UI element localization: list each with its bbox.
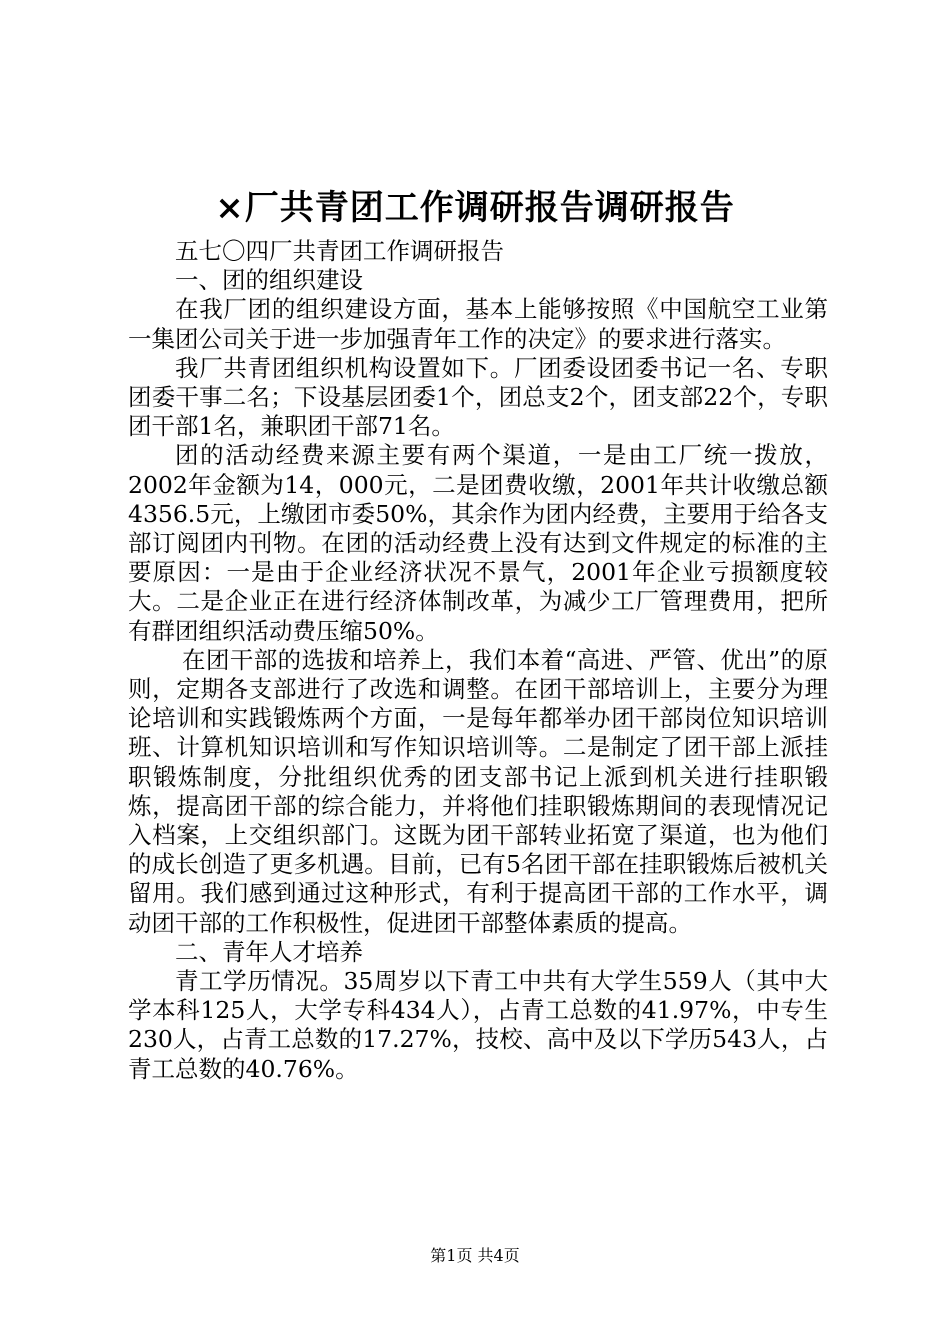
document-body — [128, 237, 828, 1084]
body-paragraph: 青工学历情况。35周岁以下青工中共有大学生559人（其中大学本科125人，大学专科434人），占青工总数的41.97%，中专生230人，占青工总数的17.27%，技校、高中及以下学历543人，占青工总数的40.76%。 — [128, 967, 828, 1083]
body-paragraph: 我厂共青团组织机构设置如下。厂团委设团委书记一名、专职团委干事二名；下设基层团委1个，团总支2个，团支部22个，专职团干部1名，兼职团干部71名。 — [128, 353, 828, 441]
body-paragraph: 在团干部的选拔和培养上，我们本着“高进、严管、优出”的原则，定期各支部进行了改选和调整。在团干部培训上，主要分为理论培训和实践锻炼两个方面，一是每年都举办团干部岗位知识培训班、计算机知识培训和写作知识培训等。二是制定了团干部上派挂职锻炼制度，分批组织优秀的团支部书记上派到机关进行挂职锻炼，提高团干部的综合能力，并将他们挂职锻炼期间的表现情况记入档案，上交组织部门。这既为团干部转业拓宽了渠道，也为他们的成长创造了更多机遇。目前，已有5名团干部在挂职锻炼后被机关留用。我们感到通过这种形式，有利于提高团干部的工作水平，调动团干部的工作积极性，促进团干部整体素质的提高。 — [128, 645, 828, 937]
section-heading-2: 二、青年人才培养 — [175, 937, 363, 966]
body-paragraph: 在我厂团的组织建设方面，基本上能够按照《中国航空工业第一集团公司关于进一步加强青年工作的决定》的要求进行落实。 — [128, 295, 828, 353]
section-heading-1: 一、团的组织建设 — [175, 266, 363, 295]
body-paragraph: 团的活动经费来源主要有两个渠道，一是由工厂统一拨放，2002年金额为14，000元，二是团费收缴，2001年共计收缴总额4356.5元，上缴团市委50%，其余作为团内经费，主要用于给各支部订阅团内刊物。在团的活动经费上没有达到文件规定的标准的主要原因：一是由于企业经济状况不景气，2001年企业亏损额度较大。二是企业正在进行经济体制改革，为减少工厂管理费用，把所有群团组织活动费压缩50%。 — [128, 441, 828, 645]
report-subtitle: 五七〇四厂共青团工作调研报告 — [175, 237, 504, 265]
document-title: ×厂共青团工作调研报告调研报告 — [215, 188, 735, 228]
page-footer: 第1页 共4页 — [430, 1246, 520, 1265]
